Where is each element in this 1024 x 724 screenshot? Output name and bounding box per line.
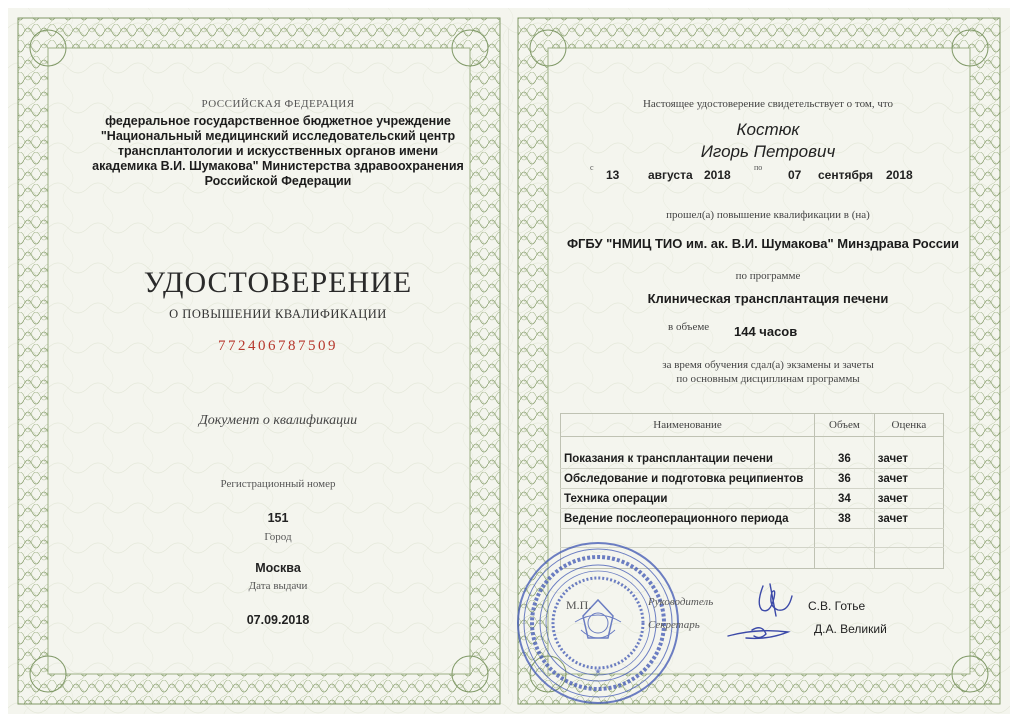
secretary-name: Д.А. Великий	[814, 622, 887, 636]
program-label: по программе	[735, 270, 801, 282]
serial-number: 772406787509	[218, 338, 338, 354]
subject-name: Техника операции	[561, 489, 815, 509]
table-row	[561, 469, 944, 489]
stamp-label: М.П.	[566, 598, 592, 612]
org-line: "Национальный медицинский исследовательский центр	[100, 129, 456, 143]
subject-name: Показания к трансплантации печени	[561, 449, 815, 469]
header-volume: Объем	[815, 414, 875, 437]
certificate-sheet	[8, 8, 1010, 714]
from-month: августа	[648, 168, 693, 182]
subject-volume: 36	[815, 469, 875, 489]
to-day: 07	[788, 168, 802, 182]
to-month: сентября	[818, 168, 874, 182]
header-name: Наименование	[561, 414, 815, 437]
from-year: 2018	[704, 168, 731, 182]
handwritten-signature	[718, 576, 818, 646]
reg-number: 151	[267, 511, 289, 525]
issue-date: 07.09.2018	[246, 613, 310, 627]
exams-line-2: по основным дисциплинам программы	[676, 373, 860, 385]
institution-name: ФГБУ "НМИЦ ТИО им. ак. В.И. Шумакова" Минздрава России	[566, 236, 960, 251]
issue-date-label: Дата выдачи	[248, 580, 308, 592]
subject-grade: зачет	[874, 469, 943, 489]
head-label: Руководитель	[648, 596, 714, 608]
subject-grade: зачет	[874, 509, 943, 529]
volume-label: в объеме	[668, 321, 710, 333]
subject-volume: 38	[815, 509, 875, 529]
header-grade: Оценка	[874, 414, 943, 437]
subject-name: Обследование и подготовка реципиентов	[561, 469, 815, 489]
to-label: по	[754, 163, 763, 172]
table-spacer-row	[561, 437, 944, 450]
volume-value: 144 часов	[734, 324, 798, 339]
exams-line-1: за время обучения сдал(а) экзамены и зачеты	[662, 359, 874, 371]
from-day: 13	[606, 168, 620, 182]
org-line: Российской Федерации	[204, 174, 352, 188]
secretary-label: Секретарь	[648, 619, 700, 631]
holder-given-names: Игорь Петрович	[700, 142, 836, 161]
intro-text: Настоящее удостоверение свидетельствует о том, что	[642, 98, 894, 110]
to-year: 2018	[886, 168, 913, 182]
subject-grade: зачет	[874, 489, 943, 509]
country-heading: РОССИЙСКАЯ ФЕДЕРАЦИЯ	[201, 98, 355, 110]
org-line: федеральное государственное бюджетное учреждение	[105, 114, 451, 128]
svg-text:★: ★	[594, 667, 602, 676]
document-type: Документ о квалификации	[198, 413, 358, 428]
organization-name	[68, 114, 488, 189]
passed-text: прошел(а) повышение квалификации в (на)	[666, 209, 870, 221]
table-row	[561, 489, 944, 509]
subject-volume: 36	[815, 449, 875, 469]
org-line: трансплантологии и искусственных органов имени	[117, 144, 439, 158]
table-header-row	[561, 414, 944, 437]
subject-name: Ведение послеоперационного периода	[561, 509, 815, 529]
from-label: с	[590, 163, 594, 172]
org-line: академика В.И. Шумакова" Министерства здравоохранения	[92, 159, 464, 173]
table-row	[561, 449, 944, 469]
holder-surname: Костюк	[736, 120, 800, 139]
program-name: Клиническая трансплантация печени	[647, 291, 889, 306]
city-label: Город	[264, 531, 292, 543]
city: Москва	[255, 561, 301, 575]
page-fold	[508, 28, 509, 694]
head-name: С.В. Готье	[808, 599, 866, 613]
subject-grade: зачет	[874, 449, 943, 469]
reg-number-label: Регистрационный номер	[220, 478, 336, 490]
certificate-title: УДОСТОВЕРЕНИЕ	[143, 266, 413, 299]
certificate-subtitle: О ПОВЫШЕНИИ КВАЛИФИКАЦИИ	[169, 307, 387, 321]
table-row	[561, 509, 944, 529]
subject-volume: 34	[815, 489, 875, 509]
